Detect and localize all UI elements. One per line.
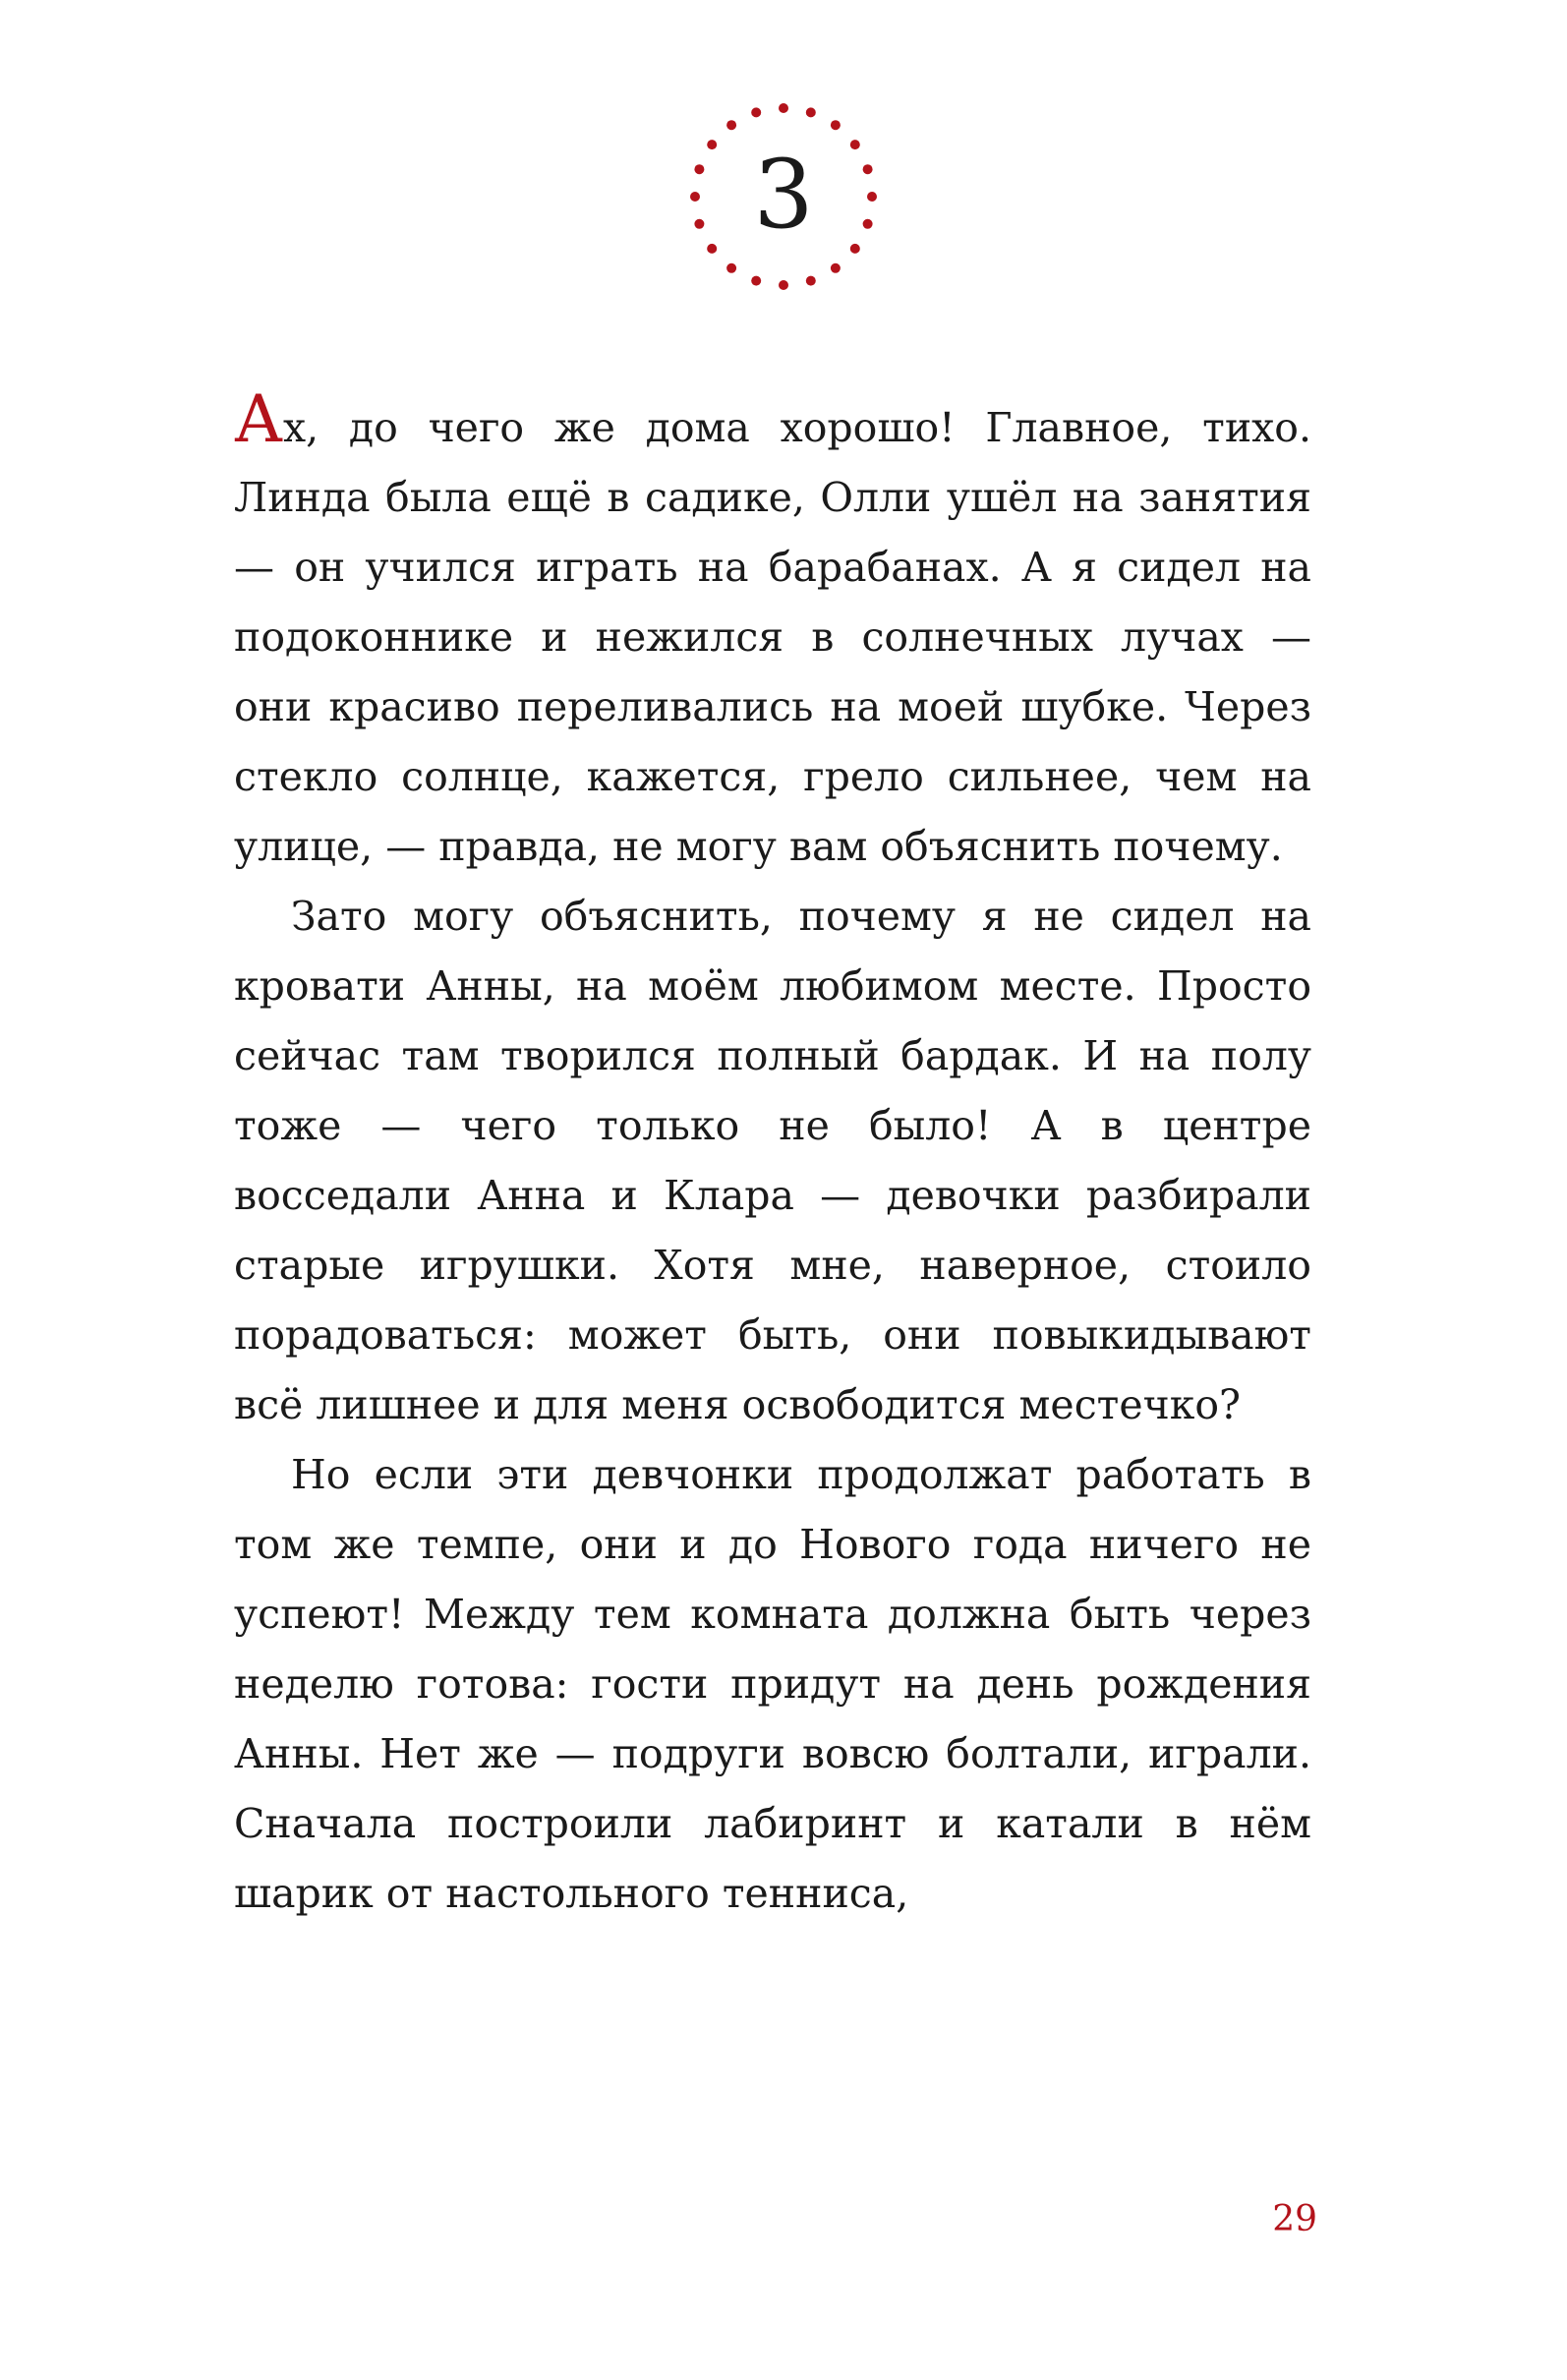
ornament-dot	[867, 192, 877, 202]
page-number: 29	[1272, 2199, 1317, 2239]
ornament-dot	[694, 219, 704, 229]
ornament-dot	[779, 103, 788, 113]
paragraph-2: Зато могу объяснить, почему я не сидел на кровати Анны, на моём любимом месте. Просто сейчас там творился полный бардак. И на полу тоже — чего только не было! А в центре восседали Анна и Клара — девочки разбирали старые игрушки. Хотя мне, наверное, стоило порадоваться: может быть, они повыкидывают всё лишнее и для меня освободится местечко?	[234, 893, 1311, 1428]
ornament-dot	[831, 120, 841, 130]
page-body-text	[234, 381, 1311, 1929]
ornament-dot	[707, 244, 717, 254]
ornament-dot	[751, 107, 761, 117]
ornament-dot	[863, 164, 873, 174]
ornament-dot	[831, 263, 841, 273]
ornament-dot	[726, 263, 736, 273]
drop-cap: А	[234, 381, 283, 457]
ornament-dot	[806, 107, 816, 117]
ornament-dot	[690, 192, 700, 202]
paragraph-1	[234, 381, 1311, 882]
ornament-dot	[751, 276, 761, 286]
paragraph-1-text: х, до чего же дома хорошо! Главное, тихо. Линда была ещё в садике, Олли ушёл на занятия — он учился играть на барабанах. А я сидел на подоконнике и нежился в солнечных лучах — они красиво переливались на моей шубке. Через стекло солнце, кажется, грело сильнее, чем на улице, — правда, не могу вам объяснить почему.	[234, 404, 1311, 870]
ornament-dot	[863, 219, 873, 229]
ornament-dot	[850, 244, 860, 254]
ornament-dot	[779, 280, 788, 290]
ornament-dot	[707, 140, 717, 149]
dotted-circle-ornament	[683, 96, 885, 298]
ornament-dot	[726, 120, 736, 130]
chapter-mark	[683, 96, 885, 298]
ornament-dot	[850, 140, 860, 149]
ornament-dot	[694, 164, 704, 174]
paragraph-3: Но если эти девчонки продолжат работать в том же темпе, они и до Нового года ничего не успеют! Между тем комната должна быть через неделю готова: гости придут на день рождения Анны. Нет же — подруги вовсю болтали, играли. Сначала построили лабиринт и катали в нём шарик от настольного тенниса,	[234, 1451, 1311, 1917]
chapter-number: 3	[753, 140, 814, 250]
ornament-dot	[806, 276, 816, 286]
